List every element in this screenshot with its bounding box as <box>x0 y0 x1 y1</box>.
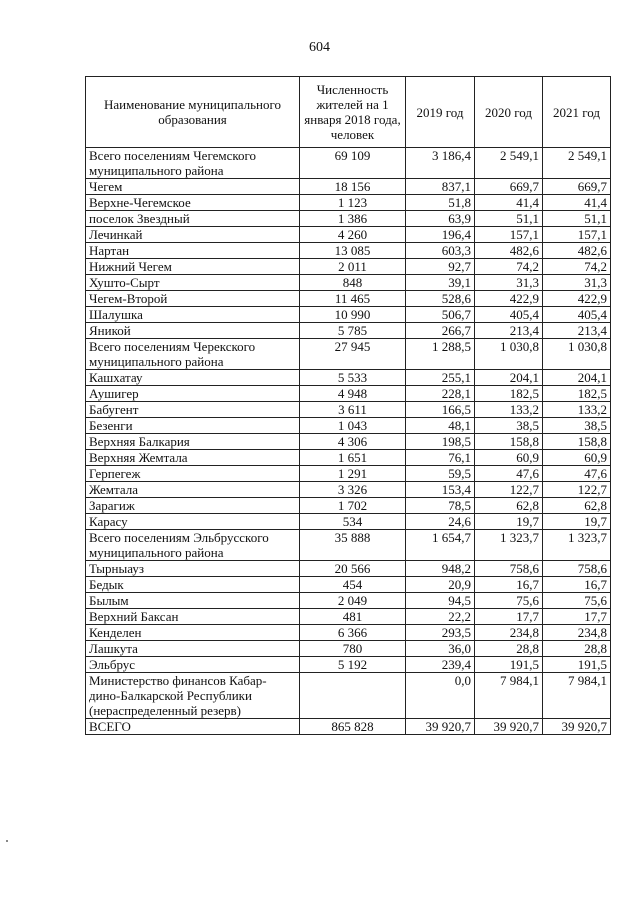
cell-population: 13 085 <box>300 243 406 259</box>
cell-2021-amount: 16,7 <box>543 577 611 593</box>
page-number: 604 <box>309 40 330 55</box>
cell-2019-amount: 837,1 <box>406 179 475 195</box>
cell-municipality-name: Всего поселениям Чегемского муниципального района <box>86 148 300 179</box>
cell-municipality-name: Верхне-Чегемское <box>86 195 300 211</box>
header-row <box>86 77 611 148</box>
cell-municipality-name: поселок Звездный <box>86 211 300 227</box>
cell-2019-amount: 39,1 <box>406 275 475 291</box>
cell-municipality-name: Яникой <box>86 323 300 339</box>
cell-municipality-name: Хушто-Сырт <box>86 275 300 291</box>
cell-2019-amount: 20,9 <box>406 577 475 593</box>
cell-2020-amount: 1 030,8 <box>475 339 543 370</box>
cell-2020-amount: 16,7 <box>475 577 543 593</box>
cell-population: 780 <box>300 641 406 657</box>
cell-2020-amount: 213,4 <box>475 323 543 339</box>
cell-2021-amount: 39 920,7 <box>543 719 611 735</box>
cell-2020-amount: 482,6 <box>475 243 543 259</box>
column-header-2020: 2020 год <box>475 77 543 148</box>
cell-municipality-name: Верхний Баксан <box>86 609 300 625</box>
table-row <box>86 211 611 227</box>
cell-2020-amount: 669,7 <box>475 179 543 195</box>
table-row <box>86 482 611 498</box>
cell-2020-amount: 158,8 <box>475 434 543 450</box>
cell-2020-amount: 204,1 <box>475 370 543 386</box>
cell-2020-amount: 133,2 <box>475 402 543 418</box>
cell-population: 1 123 <box>300 195 406 211</box>
cell-2020-amount: 1 323,7 <box>475 530 543 561</box>
cell-2021-amount: 191,5 <box>543 657 611 673</box>
cell-municipality-name: Чегем-Второй <box>86 291 300 307</box>
cell-2019-amount: 239,4 <box>406 657 475 673</box>
table-row <box>86 625 611 641</box>
cell-population: 18 156 <box>300 179 406 195</box>
cell-population <box>300 673 406 719</box>
table-row <box>86 434 611 450</box>
cell-2019-amount: 266,7 <box>406 323 475 339</box>
cell-2019-amount: 228,1 <box>406 386 475 402</box>
cell-2021-amount: 405,4 <box>543 307 611 323</box>
table-row <box>86 402 611 418</box>
cell-population: 4 306 <box>300 434 406 450</box>
cell-2021-amount: 51,1 <box>543 211 611 227</box>
table-row <box>86 195 611 211</box>
cell-2020-amount: 62,8 <box>475 498 543 514</box>
cell-2021-amount: 2 549,1 <box>543 148 611 179</box>
table-row <box>86 418 611 434</box>
cell-municipality-name: Былым <box>86 593 300 609</box>
cell-2020-amount: 157,1 <box>475 227 543 243</box>
table-row <box>86 450 611 466</box>
cell-population: 481 <box>300 609 406 625</box>
cell-population: 1 702 <box>300 498 406 514</box>
cell-2020-amount: 41,4 <box>475 195 543 211</box>
cell-2020-amount: 182,5 <box>475 386 543 402</box>
cell-2021-amount: 1 323,7 <box>543 530 611 561</box>
cell-municipality-name: Кенделен <box>86 625 300 641</box>
cell-2021-amount: 669,7 <box>543 179 611 195</box>
cell-2019-amount: 506,7 <box>406 307 475 323</box>
cell-2021-amount: 47,6 <box>543 466 611 482</box>
cell-2020-amount: 38,5 <box>475 418 543 434</box>
cell-population: 1 651 <box>300 450 406 466</box>
table-row <box>86 466 611 482</box>
cell-2021-amount: 1 030,8 <box>543 339 611 370</box>
cell-population: 454 <box>300 577 406 593</box>
cell-2019-amount: 528,6 <box>406 291 475 307</box>
budget-distribution-table <box>85 76 611 735</box>
cell-2019-amount: 51,8 <box>406 195 475 211</box>
cell-municipality-name: Бедык <box>86 577 300 593</box>
cell-municipality-name: Шалушка <box>86 307 300 323</box>
table-row <box>86 179 611 195</box>
table-row <box>86 657 611 673</box>
cell-population: 2 011 <box>300 259 406 275</box>
cell-municipality-name: Нартан <box>86 243 300 259</box>
table-row <box>86 386 611 402</box>
cell-2019-amount: 948,2 <box>406 561 475 577</box>
cell-2021-amount: 74,2 <box>543 259 611 275</box>
cell-2019-amount: 255,1 <box>406 370 475 386</box>
table-row <box>86 530 611 561</box>
cell-population: 27 945 <box>300 339 406 370</box>
table-row <box>86 498 611 514</box>
cell-2020-amount: 47,6 <box>475 466 543 482</box>
cell-2019-amount: 39 920,7 <box>406 719 475 735</box>
cell-2019-amount: 1 288,5 <box>406 339 475 370</box>
cell-2021-amount: 19,7 <box>543 514 611 530</box>
cell-2019-amount: 76,1 <box>406 450 475 466</box>
cell-2021-amount: 158,8 <box>543 434 611 450</box>
cell-municipality-name: Лечинкай <box>86 227 300 243</box>
cell-2021-amount: 758,6 <box>543 561 611 577</box>
cell-2021-amount: 482,6 <box>543 243 611 259</box>
cell-population: 35 888 <box>300 530 406 561</box>
cell-population: 5 192 <box>300 657 406 673</box>
table-row <box>86 259 611 275</box>
cell-population: 1 043 <box>300 418 406 434</box>
cell-municipality-name: Тырныауз <box>86 561 300 577</box>
cell-2020-amount: 31,3 <box>475 275 543 291</box>
cell-2020-amount: 28,8 <box>475 641 543 657</box>
cell-2021-amount: 41,4 <box>543 195 611 211</box>
cell-population: 2 049 <box>300 593 406 609</box>
cell-2021-amount: 122,7 <box>543 482 611 498</box>
table-row <box>86 561 611 577</box>
cell-municipality-name: Безенги <box>86 418 300 434</box>
cell-2020-amount: 17,7 <box>475 609 543 625</box>
cell-2019-amount: 92,7 <box>406 259 475 275</box>
cell-municipality-name: Министерство финансов Кабар-дино-Балкарской Республики (нераспределенный резерв) <box>86 673 300 719</box>
cell-2019-amount: 3 186,4 <box>406 148 475 179</box>
cell-population: 4 948 <box>300 386 406 402</box>
cell-2019-amount: 198,5 <box>406 434 475 450</box>
cell-population: 848 <box>300 275 406 291</box>
column-header-name: Наименование муниципального образования <box>86 77 300 148</box>
cell-population: 20 566 <box>300 561 406 577</box>
cell-population: 865 828 <box>300 719 406 735</box>
cell-2020-amount: 191,5 <box>475 657 543 673</box>
scan-artifact-dot <box>6 840 8 842</box>
cell-municipality-name: Кашхатау <box>86 370 300 386</box>
cell-municipality-name: Аушигер <box>86 386 300 402</box>
table-row <box>86 641 611 657</box>
cell-2020-amount: 758,6 <box>475 561 543 577</box>
cell-population: 6 366 <box>300 625 406 641</box>
table-row <box>86 323 611 339</box>
cell-2019-amount: 78,5 <box>406 498 475 514</box>
cell-2021-amount: 60,9 <box>543 450 611 466</box>
cell-population: 3 611 <box>300 402 406 418</box>
cell-municipality-name: Верхняя Балкария <box>86 434 300 450</box>
cell-2019-amount: 63,9 <box>406 211 475 227</box>
cell-2019-amount: 36,0 <box>406 641 475 657</box>
cell-municipality-name: ВСЕГО <box>86 719 300 735</box>
cell-2021-amount: 157,1 <box>543 227 611 243</box>
cell-municipality-name: Всего поселениям Черекского муниципального района <box>86 339 300 370</box>
cell-2020-amount: 60,9 <box>475 450 543 466</box>
cell-population: 5 785 <box>300 323 406 339</box>
cell-population: 11 465 <box>300 291 406 307</box>
cell-2021-amount: 7 984,1 <box>543 673 611 719</box>
cell-2019-amount: 196,4 <box>406 227 475 243</box>
cell-2021-amount: 17,7 <box>543 609 611 625</box>
cell-municipality-name: Всего поселениям Эльбрусского муниципального района <box>86 530 300 561</box>
cell-municipality-name: Чегем <box>86 179 300 195</box>
cell-2021-amount: 75,6 <box>543 593 611 609</box>
table-row <box>86 514 611 530</box>
cell-municipality-name: Карасу <box>86 514 300 530</box>
cell-population: 1 291 <box>300 466 406 482</box>
cell-2020-amount: 122,7 <box>475 482 543 498</box>
table-row <box>86 719 611 735</box>
cell-2020-amount: 75,6 <box>475 593 543 609</box>
cell-2021-amount: 182,5 <box>543 386 611 402</box>
cell-2021-amount: 38,5 <box>543 418 611 434</box>
cell-2021-amount: 31,3 <box>543 275 611 291</box>
cell-2021-amount: 133,2 <box>543 402 611 418</box>
column-header-2021: 2021 год <box>543 77 611 148</box>
table-row <box>86 370 611 386</box>
cell-municipality-name: Жемтала <box>86 482 300 498</box>
table-row <box>86 243 611 259</box>
table-row <box>86 673 611 719</box>
table-row <box>86 291 611 307</box>
table-row <box>86 148 611 179</box>
cell-2021-amount: 422,9 <box>543 291 611 307</box>
cell-2020-amount: 19,7 <box>475 514 543 530</box>
cell-2020-amount: 234,8 <box>475 625 543 641</box>
cell-2020-amount: 39 920,7 <box>475 719 543 735</box>
table-row <box>86 609 611 625</box>
cell-2019-amount: 1 654,7 <box>406 530 475 561</box>
cell-2019-amount: 24,6 <box>406 514 475 530</box>
column-header-2019: 2019 год <box>406 77 475 148</box>
cell-2020-amount: 7 984,1 <box>475 673 543 719</box>
cell-municipality-name: Эльбрус <box>86 657 300 673</box>
cell-2020-amount: 51,1 <box>475 211 543 227</box>
cell-population: 69 109 <box>300 148 406 179</box>
table-row <box>86 307 611 323</box>
cell-2019-amount: 0,0 <box>406 673 475 719</box>
table-row <box>86 227 611 243</box>
cell-population: 534 <box>300 514 406 530</box>
cell-2021-amount: 62,8 <box>543 498 611 514</box>
column-header-population: Численность жителей на 1 января 2018 года, человек <box>300 77 406 148</box>
cell-2019-amount: 59,5 <box>406 466 475 482</box>
cell-2019-amount: 48,1 <box>406 418 475 434</box>
cell-2019-amount: 94,5 <box>406 593 475 609</box>
cell-2020-amount: 422,9 <box>475 291 543 307</box>
cell-2020-amount: 405,4 <box>475 307 543 323</box>
cell-2021-amount: 234,8 <box>543 625 611 641</box>
cell-2019-amount: 153,4 <box>406 482 475 498</box>
cell-2019-amount: 22,2 <box>406 609 475 625</box>
table-body <box>86 148 611 735</box>
cell-municipality-name: Герпегеж <box>86 466 300 482</box>
cell-municipality-name: Нижний Чегем <box>86 259 300 275</box>
cell-2020-amount: 2 549,1 <box>475 148 543 179</box>
table-row <box>86 577 611 593</box>
cell-population: 3 326 <box>300 482 406 498</box>
cell-2020-amount: 74,2 <box>475 259 543 275</box>
table-header <box>86 77 611 148</box>
table-row <box>86 275 611 291</box>
cell-2019-amount: 603,3 <box>406 243 475 259</box>
cell-population: 10 990 <box>300 307 406 323</box>
cell-municipality-name: Бабугент <box>86 402 300 418</box>
cell-population: 1 386 <box>300 211 406 227</box>
cell-municipality-name: Зарагиж <box>86 498 300 514</box>
cell-2021-amount: 28,8 <box>543 641 611 657</box>
cell-2021-amount: 204,1 <box>543 370 611 386</box>
cell-population: 4 260 <box>300 227 406 243</box>
cell-population: 5 533 <box>300 370 406 386</box>
cell-2019-amount: 166,5 <box>406 402 475 418</box>
cell-municipality-name: Верхняя Жемтала <box>86 450 300 466</box>
cell-municipality-name: Лашкута <box>86 641 300 657</box>
table-row <box>86 593 611 609</box>
cell-2021-amount: 213,4 <box>543 323 611 339</box>
table-row <box>86 339 611 370</box>
cell-2019-amount: 293,5 <box>406 625 475 641</box>
